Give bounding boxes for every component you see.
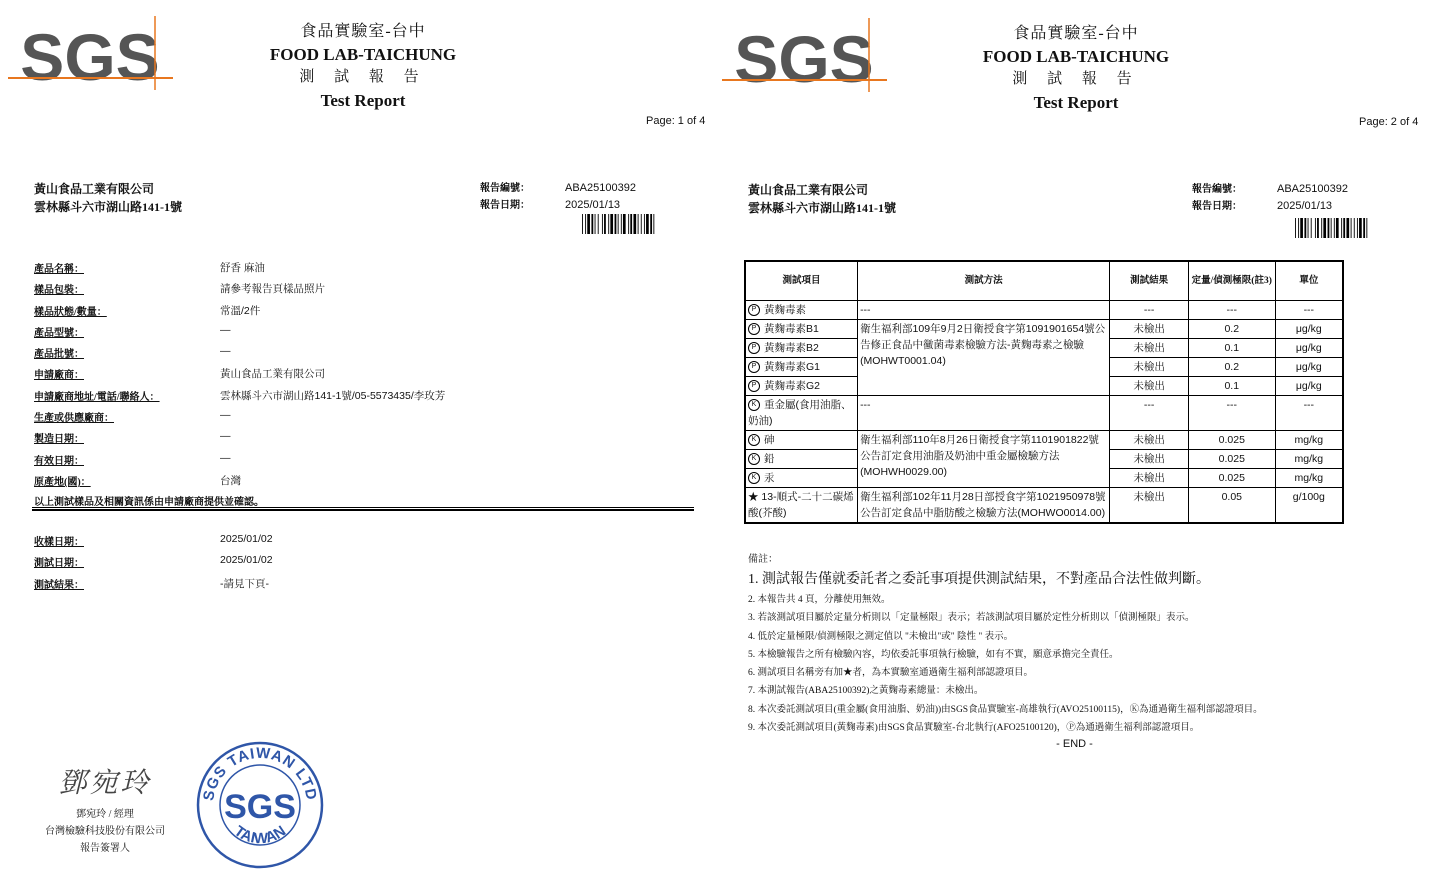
barcode-bar	[1363, 218, 1365, 238]
barcode-bar	[641, 214, 642, 234]
accreditation-mark: P	[748, 361, 760, 373]
barcode-bar	[1311, 218, 1312, 238]
lab-name-en: FOOD LAB-TAICHUNG	[982, 47, 1170, 66]
test-item: 13-順式-二十二碳烯酸(芥酸)	[748, 491, 854, 519]
field-label: 測試結果：	[34, 579, 84, 591]
divider	[32, 507, 694, 508]
field-label: 樣品包裝：	[34, 285, 84, 297]
test-limit: 0.1	[1188, 339, 1275, 358]
test-item: 黃麴毒素G2	[764, 380, 821, 392]
barcode-bar	[587, 214, 590, 234]
results-table	[744, 260, 1344, 524]
barcode-bar	[621, 214, 622, 234]
client-name: 黃山食品工業有限公司	[748, 183, 869, 197]
sample-info	[34, 260, 694, 494]
report-title-en: Test Report	[320, 91, 406, 110]
barcode-bar	[1343, 218, 1345, 238]
test-item: 砷	[764, 434, 775, 446]
field-value: 雲林縣斗六市湖山路141-1號/05-5573435/李玫芳	[220, 389, 446, 402]
barcode-bar	[1346, 218, 1349, 238]
report-date: 2025/01/13	[1277, 200, 1333, 212]
col-header: 測試結果	[1110, 261, 1189, 301]
test-result: 未檢出	[1110, 358, 1189, 377]
test-item: 黃麴毒素G1	[764, 361, 821, 373]
lab-header	[233, 20, 493, 112]
test-unit: μg/kg	[1275, 320, 1343, 339]
report-title-en: Test Report	[1033, 93, 1119, 112]
report-meta	[1192, 181, 1412, 221]
table-row	[745, 320, 1343, 339]
field-row	[34, 576, 694, 597]
field-label: 產品型號：	[34, 327, 84, 339]
lab-header	[946, 22, 1206, 114]
barcode-bar	[1295, 218, 1296, 238]
field-row	[34, 409, 694, 430]
test-item: 黃麴毒素B1	[764, 323, 819, 335]
barcode-bar	[615, 214, 617, 234]
barcode-bar	[1351, 218, 1352, 238]
signature-block	[30, 762, 180, 857]
barcode-bar	[1328, 218, 1330, 238]
accreditation-mark: K	[748, 399, 760, 411]
barcode-bar	[591, 214, 593, 234]
note-item: 1. 測試報告僅就委託者之委託事項提供測試結果，不對產品合法性做判斷。	[748, 572, 1210, 587]
lab-name-zh: 食品實驗室-台中	[300, 23, 426, 40]
client-block	[34, 180, 182, 216]
barcode-bar	[653, 214, 654, 234]
barcode-bar	[1323, 218, 1326, 238]
test-result: 未檢出	[1110, 377, 1189, 396]
signer-name-title: 鄧宛玲 / 經理	[76, 809, 134, 820]
barcode-bar	[1341, 218, 1342, 238]
test-result: ---	[1110, 301, 1189, 320]
note-item: 4. 低於定量極限/偵測極限之測定值以 "未檢出"或" 陰性 " 表示。	[748, 631, 1014, 642]
accreditation-mark: K	[748, 434, 760, 446]
barcode-bar	[595, 214, 596, 234]
field-value: 黃山食品工業有限公司	[220, 368, 325, 381]
barcode-bar	[1331, 218, 1332, 238]
barcode-bar	[598, 214, 599, 234]
barcode-bar	[1300, 218, 1303, 238]
test-limit: 0.025	[1188, 431, 1275, 450]
field-value: —	[220, 409, 231, 422]
test-limit: 0.025	[1188, 450, 1275, 469]
barcode-bar	[1321, 218, 1322, 238]
note-item: 6. 測試項目名稱旁有加★者，為本實驗室通過衛生福利部認證項目。	[748, 668, 1034, 679]
accreditation-mark: K	[748, 453, 760, 465]
test-unit: g/100g	[1275, 488, 1343, 524]
signer-role: 報告簽署人	[80, 843, 130, 854]
barcode-bar	[623, 214, 626, 234]
table-row	[745, 488, 1343, 524]
field-value: —	[220, 430, 231, 443]
notes-heading: 備註：	[748, 554, 778, 565]
sgs-logo-text: SGS	[20, 20, 160, 92]
test-unit: mg/kg	[1275, 469, 1343, 488]
report-date-label: 報告日期：	[480, 200, 530, 211]
sgs-logo	[8, 14, 173, 92]
test-method: 衛生福利部110年8月26日衛授食字第1101901822號公告訂定食用油脂及奶油中重金屬檢驗方法(MOHWH0029.00)	[858, 431, 1110, 488]
test-limit: ---	[1188, 396, 1275, 431]
field-row	[34, 452, 694, 473]
sgs-logo	[722, 14, 887, 92]
barcode	[1295, 218, 1399, 238]
field-label: 有效日期：	[34, 455, 84, 467]
field-value: 2025/01/02	[220, 554, 273, 567]
report-page-2	[716, 0, 1433, 871]
lab-name-en: FOOD LAB-TAICHUNG	[269, 45, 457, 64]
field-row	[34, 388, 694, 409]
barcode-bar	[628, 214, 629, 234]
accreditation-mark: K	[748, 472, 760, 484]
field-row	[34, 366, 694, 387]
col-header: 定量/偵測極限(註3)	[1188, 261, 1275, 301]
field-label: 申請廠商：	[34, 370, 84, 382]
barcode-bar	[630, 214, 632, 234]
test-unit: μg/kg	[1275, 339, 1343, 358]
report-number: ABA25100392	[565, 182, 636, 194]
accreditation-mark: P	[748, 342, 760, 354]
field-value: 舒香 麻油	[220, 262, 265, 274]
page-number: Page: 1 of 4	[646, 115, 706, 127]
test-unit: μg/kg	[1275, 377, 1343, 396]
barcode-bar	[1334, 218, 1335, 238]
field-value: 常溫/2件	[220, 304, 261, 317]
test-method: ---	[858, 301, 1110, 320]
test-limit: ---	[1188, 301, 1275, 320]
test-unit: μg/kg	[1275, 358, 1343, 377]
barcode-bar	[1366, 218, 1367, 238]
table-row	[745, 396, 1343, 431]
report-number-label: 報告編號：	[1192, 184, 1242, 195]
test-result: ---	[1110, 396, 1189, 431]
report-date-label: 報告日期：	[1192, 201, 1242, 212]
test-limit: 0.025	[1188, 469, 1275, 488]
barcode	[582, 214, 686, 234]
field-row	[34, 324, 694, 345]
field-row	[34, 430, 694, 451]
table-row	[745, 431, 1343, 450]
field-label: 測試日期：	[34, 558, 84, 570]
stamp-bottom-text: TAIWAN	[230, 822, 290, 848]
table-header-row	[745, 261, 1343, 301]
accreditation-mark: P	[748, 304, 760, 316]
lab-name-zh: 食品實驗室-台中	[1013, 25, 1139, 42]
client-name: 黃山食品工業有限公司	[34, 182, 155, 196]
test-limit: 0.2	[1188, 320, 1275, 339]
col-header: 測試方法	[858, 261, 1110, 301]
field-value: 2025/01/02	[220, 533, 273, 545]
barcode-bar	[608, 214, 609, 234]
date-info	[34, 533, 694, 597]
barcode-bar	[1317, 218, 1319, 238]
test-unit: mg/kg	[1275, 450, 1343, 469]
end-marker: - END -	[1056, 738, 1093, 750]
test-item: 鉛	[764, 453, 775, 465]
svg-text:TAIWAN	[231, 823, 289, 848]
field-row	[34, 554, 694, 575]
field-value: 請參考報告頁樣品照片	[220, 283, 325, 296]
field-row	[34, 345, 694, 366]
test-unit: mg/kg	[1275, 431, 1343, 450]
test-method: 衛生福利部109年9月2日衛授食字第1091901654號公告修正食品中黴菌毒素檢驗方法-黃麴毒素之檢驗(MOHWT0001.04)	[858, 320, 1110, 396]
field-row	[34, 260, 694, 281]
field-label: 產品批號：	[34, 349, 84, 361]
sgs-seal-stamp	[195, 740, 325, 870]
test-unit: ---	[1275, 301, 1343, 320]
note-item: 7. 本測試報告(ABA25100392)之黃麴毒素總量：未檢出。	[748, 686, 984, 697]
barcode-bar	[1359, 218, 1362, 238]
stamp-center-text: SGS	[224, 788, 296, 826]
field-value: 台灣	[220, 474, 241, 487]
accreditation-mark: P	[748, 380, 760, 392]
test-result: 未檢出	[1110, 320, 1189, 339]
test-item: 黃麴毒素B2	[764, 342, 819, 354]
test-result: 未檢出	[1110, 339, 1189, 358]
test-method: ---	[858, 396, 1110, 431]
barcode-bar	[1304, 218, 1306, 238]
test-item: 黃麴毒素	[764, 304, 806, 316]
barcode-bar	[582, 214, 583, 234]
test-result: 未檢出	[1110, 431, 1189, 450]
field-label: 樣品狀態/數量：	[34, 306, 107, 318]
barcode-bar	[633, 214, 636, 234]
barcode-bar	[610, 214, 613, 234]
barcode-bar	[618, 214, 619, 234]
barcode-bar	[1308, 218, 1309, 238]
test-result: 未檢出	[1110, 450, 1189, 469]
test-limit: 0.1	[1188, 377, 1275, 396]
note-item: 2. 本報告共 4 頁，分離使用無效。	[748, 595, 891, 605]
barcode-bar	[1298, 218, 1299, 238]
report-title-zh: 測 試 報 告	[299, 69, 427, 85]
test-limit: 0.2	[1188, 358, 1275, 377]
field-label: 產品名稱：	[34, 264, 84, 275]
test-method: 衛生福利部102年11月28日部授食字第1021950978號公告訂定食品中脂肪酸之檢驗方法(MOHWO0014.00)	[858, 488, 1110, 524]
note-item: 5. 本檢驗報告之所有檢驗內容，均依委託事項執行檢驗，如有不實，願意承擔完全責任。	[748, 649, 1119, 660]
client-address: 雲林縣斗六市湖山路141-1號	[748, 201, 896, 215]
field-value: —	[220, 345, 231, 358]
test-unit: ---	[1275, 396, 1343, 431]
field-value: —	[220, 323, 231, 336]
barcode-bar	[1336, 218, 1339, 238]
test-result: 未檢出	[1110, 488, 1189, 524]
sgs-logo-text: SGS	[734, 22, 874, 92]
report-number: ABA25100392	[1277, 183, 1348, 195]
field-label: 申請廠商地址/電話/聯絡人：	[34, 391, 160, 403]
client-address: 雲林縣斗六市湖山路141-1號	[34, 200, 182, 214]
field-row	[34, 281, 694, 302]
field-row	[34, 303, 694, 324]
field-label: 製造日期：	[34, 434, 84, 446]
note-item: 3. 若該測試項目屬於定量分析則以「定量極限」表示；若該測試項目屬於定性分析則以「偵測極限」表示。	[748, 613, 1195, 624]
notes-section	[748, 550, 1428, 737]
report-date: 2025/01/13	[565, 199, 621, 211]
test-item: 汞	[764, 472, 775, 484]
note-item: 8. 本次委託測試項目(重金屬(食用油脂、奶油))由SGS食品實驗室-高雄執行(AVO25100115)，Ⓚ為通過衛生福利部認證項目。	[748, 704, 1263, 715]
test-result: 未檢出	[1110, 469, 1189, 488]
divider	[32, 509, 694, 511]
report-page-1	[0, 0, 716, 871]
barcode-bar	[1357, 218, 1358, 238]
field-label: 生產或供應廠商：	[34, 413, 114, 425]
accreditation-star: ★	[748, 491, 759, 503]
barcode-bar	[650, 214, 652, 234]
signer-company: 台灣檢驗科技股份有限公司	[45, 826, 165, 837]
test-item: 重金屬(食用油脂、奶油)	[748, 399, 852, 427]
page-number: Page: 2 of 4	[1359, 116, 1419, 128]
field-row	[34, 533, 694, 554]
field-value: -請見下頁-	[220, 577, 269, 590]
client-block	[748, 181, 896, 217]
col-header: 單位	[1275, 261, 1343, 301]
confirm-note: 以上測試樣品及相關資訊係由申請廠商提供並確認。	[34, 497, 264, 508]
field-row	[34, 473, 694, 494]
barcode-bar	[644, 214, 645, 234]
test-limit: 0.05	[1188, 488, 1275, 524]
field-value: —	[220, 451, 231, 464]
report-title-zh: 測 試 報 告	[1012, 71, 1140, 87]
note-item: 9. 本次委託測試項目(黃麴毒素)由SGS食品實驗室-台北執行(AFO25100120)，Ⓟ為通過衛生福利部認證項目。	[748, 723, 1200, 734]
barcode-bar	[604, 214, 606, 234]
barcode-bar	[585, 214, 586, 234]
barcode-bar	[638, 214, 639, 234]
field-label: 收樣日期：	[34, 537, 84, 548]
field-label: 原產地(國)：	[34, 476, 91, 488]
report-number-label: 報告編號：	[480, 183, 530, 194]
accreditation-mark: P	[748, 323, 760, 335]
barcode-bar	[646, 214, 649, 234]
col-header: 測試項目	[745, 261, 858, 301]
signature-script: 鄧宛玲	[58, 768, 152, 799]
barcode-bar	[602, 214, 603, 234]
table-row	[745, 301, 1343, 320]
stamp-top-text: SGS TAIWAN LTD	[200, 744, 320, 803]
barcode-bar	[1354, 218, 1355, 238]
barcode-bar	[1315, 218, 1316, 238]
